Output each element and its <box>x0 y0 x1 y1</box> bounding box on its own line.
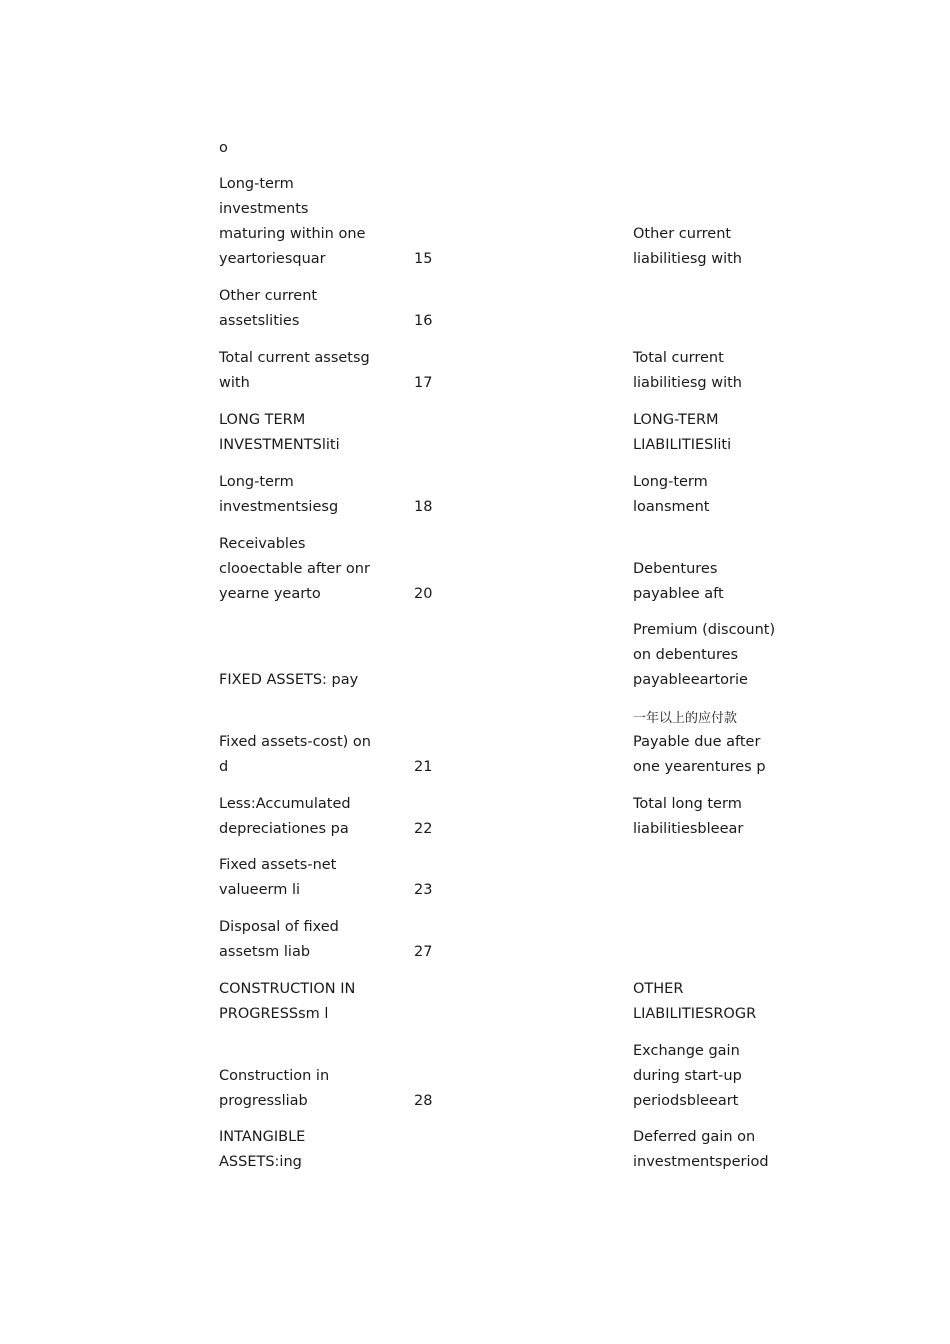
lt-invest-within-year-line-2: investments <box>219 201 309 217</box>
total-long-term-liabilities-line-1: Total long term <box>633 796 742 812</box>
less-accum-depr-line-1: Less:Accumulated <box>219 796 351 812</box>
construction-in-progress-line-2: progressliab <box>219 1093 308 1109</box>
fixed-assets-cost-line-1: Fixed assets-cost) on <box>219 734 371 750</box>
total-current-assets-line-1: Total current assetsg <box>219 350 370 366</box>
other-current-assets-line-2: assetslities <box>219 313 300 329</box>
disposal-fixed-assets-line-2: assetsm liab <box>219 944 311 960</box>
exchange-gain-line-1: Exchange gain <box>633 1043 740 1059</box>
total-current-liabilities-line-1: Total current <box>633 350 724 366</box>
intangible-header-line-2: ASSETS:ing <box>219 1154 302 1170</box>
line-number-18: 18 <box>414 499 433 515</box>
line-number-21: 21 <box>414 759 433 775</box>
fixed-assets-net-line-1: Fixed assets-net <box>219 857 337 873</box>
total-current-liabilities-line-2: liabilitiesg with <box>633 375 742 391</box>
line-number-20: 20 <box>414 586 433 602</box>
premium-discount-line-3: payableeartorie <box>633 672 748 688</box>
long-term-liabilities-header-line-2: LIABILITIESliti <box>633 437 732 453</box>
lt-invest-within-year-line-1: Long-term <box>219 176 294 192</box>
deferred-gain-line-1: Deferred gain on <box>633 1129 756 1145</box>
long-term-loans-line-1: Long-term <box>633 474 708 490</box>
fixed-assets-cost-line-2: d <box>219 759 229 775</box>
exchange-gain-line-3: periodsbleeart <box>633 1093 739 1109</box>
line-number-17: 17 <box>414 375 433 391</box>
debentures-payable-line-2: payablee aft <box>633 586 724 602</box>
receivables-after-year-line-3: yearne yearto <box>219 586 321 602</box>
other-current-liabilities-line-1: Other current <box>633 226 732 242</box>
payable-after-year-chinese: 一年以上的应付款 <box>633 711 738 726</box>
long-term-liabilities-header-line-1: LONG-TERM <box>633 412 719 428</box>
line-number-27: 27 <box>414 944 433 960</box>
deferred-gain-line-2: investmentsperiod <box>633 1154 769 1170</box>
fixed-assets-header: FIXED ASSETS: pay <box>219 672 359 688</box>
other-current-assets-line-1: Other current <box>219 288 318 304</box>
intangible-header-line-1: INTANGIBLE <box>219 1129 306 1145</box>
other-current-liabilities-line-2: liabilitiesg with <box>633 251 742 267</box>
total-long-term-liabilities-line-2: liabilitiesbleear <box>633 821 744 837</box>
long-term-investments-header-line-1: LONG TERM <box>219 412 306 428</box>
line-number-28: 28 <box>414 1093 433 1109</box>
debentures-payable-line-1: Debentures <box>633 561 718 577</box>
construction-in-progress-line-1: Construction in <box>219 1068 330 1084</box>
receivables-after-year-line-1: Receivables <box>219 536 306 552</box>
receivables-after-year-line-2: clooectable after onr <box>219 561 370 577</box>
exchange-gain-line-2: during start-up <box>633 1068 742 1084</box>
long-term-investments-line-1: Long-term <box>219 474 294 490</box>
line-number-15: 15 <box>414 251 433 267</box>
payable-after-year-line-2: Payable due after <box>633 734 761 750</box>
line-number-23: 23 <box>414 882 433 898</box>
lt-invest-within-year-line-4: yeartoriesquar <box>219 251 326 267</box>
long-term-loans-line-2: loansment <box>633 499 710 515</box>
premium-discount-line-2: on debentures <box>633 647 739 663</box>
lt-invest-within-year-line-3: maturing within one <box>219 226 366 242</box>
disposal-fixed-assets-line-1: Disposal of fixed <box>219 919 339 935</box>
fragment-text: o <box>219 140 228 156</box>
line-number-22: 22 <box>414 821 433 837</box>
payable-after-year-line-3: one yearentures p <box>633 759 766 775</box>
other-liabilities-header-line-2: LIABILITIESROGR <box>633 1006 757 1022</box>
construction-header-line-1: CONSTRUCTION IN <box>219 981 356 997</box>
total-current-assets-line-2: with <box>219 375 250 391</box>
line-number-16: 16 <box>414 313 433 329</box>
less-accum-depr-line-2: depreciationes pa <box>219 821 349 837</box>
fixed-assets-net-line-2: valueerm li <box>219 882 301 898</box>
premium-discount-line-1: Premium (discount) <box>633 622 776 638</box>
construction-header-line-2: PROGRESSsm l <box>219 1006 329 1022</box>
long-term-investments-line-2: investmentsiesg <box>219 499 339 515</box>
long-term-investments-header-line-2: INVESTMENTSliti <box>219 437 340 453</box>
other-liabilities-header-line-1: OTHER <box>633 981 684 997</box>
